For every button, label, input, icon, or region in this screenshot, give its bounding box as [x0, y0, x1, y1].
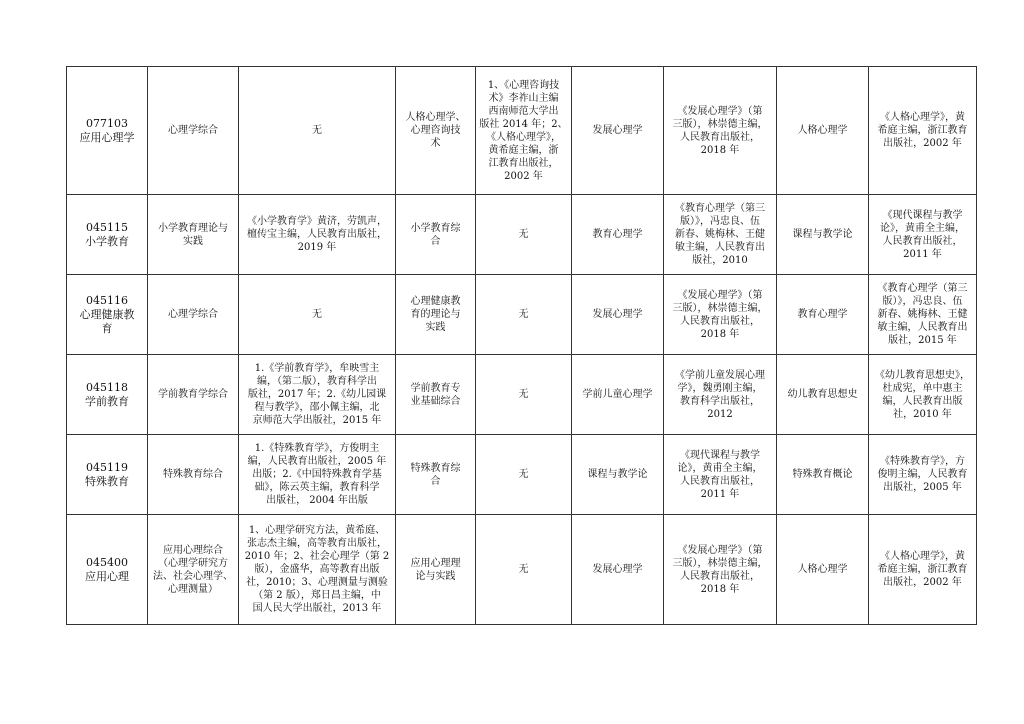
table-row	[67, 355, 977, 435]
reference-book-cell: 《学前儿童发展心理 学》，魏勇刚主编， 教育科学出版社， 2012	[664, 355, 777, 435]
reference-book-cell: 无	[239, 67, 396, 195]
reference-book-cell: 《小学教育学》黄济，劳凯声， 檀传宝主编，人民教育出版社， 2019 年	[239, 195, 396, 275]
exam-subject-cell: 课程与教学论	[572, 435, 664, 515]
reference-book-cell: 《教育心理学（第三 版）》，冯忠良、伍 新春、姚梅林、王健 敏主编，人民教育出 版社，2010	[664, 195, 777, 275]
exam-subject-cell: 教育心理学	[572, 195, 664, 275]
table-row	[67, 67, 977, 195]
table-row	[67, 515, 977, 625]
reference-book-cell: 无	[476, 355, 572, 435]
major-code-cell: 045115 小学教育	[67, 195, 148, 275]
major-code-cell: 077103 应用心理学	[67, 67, 148, 195]
reference-book-cell: 1、《心理咨询技 术》李祚山主编 西南师范大学出 版社 2014 年；2、 《人格心理学》， 黄希庭主编，浙 江教育出版社， 2002 年	[476, 67, 572, 195]
exam-subject-cell: 特殊教育概论	[777, 435, 869, 515]
reference-book-cell: 《教育心理学（第三 版）》，冯忠良、伍 新春、姚梅林、王健 敏主编，人民教育出 版社，2015 年	[869, 275, 977, 355]
exam-subject-cell: 心理学综合	[148, 67, 239, 195]
reference-book-cell: 《特殊教育学》，方 俊明主编，人民教育 出版社，2005 年	[869, 435, 977, 515]
exam-subject-cell: 人格心理学	[777, 67, 869, 195]
reference-book-cell: 无	[476, 195, 572, 275]
exam-subject-cell: 应用心理综合 （心理学研究方 法、社会心理学、 心理测量）	[148, 515, 239, 625]
exam-subject-cell: 学前教育专 业基础综合	[396, 355, 476, 435]
exam-subject-cell: 心理健康教 育的理论与 实践	[396, 275, 476, 355]
reference-book-cell: 无	[476, 435, 572, 515]
major-code-cell: 045119 特殊教育	[67, 435, 148, 515]
major-code-cell: 045118 学前教育	[67, 355, 148, 435]
reference-book-cell: 无	[239, 275, 396, 355]
major-code-cell: 045400 应用心理	[67, 515, 148, 625]
reference-book-cell: 1.《学前教育学》，牟映雪主 编，（第二版），教育科学出 版社，2017 年；2.《幼儿园课 程与教学》，邵小佩主编，北 京师范大学出版社，2015 年	[239, 355, 396, 435]
reference-book-cell: 《发展心理学》（第 三版），林崇德主编， 人民教育出版社， 2018 年	[664, 515, 777, 625]
exam-subject-cell: 课程与教学论	[777, 195, 869, 275]
reference-book-cell: 《发展心理学》（第 三版），林崇德主编， 人民教育出版社， 2018 年	[664, 67, 777, 195]
reference-book-cell: 1.《特殊教育学》，方俊明主 编，人民教育出版社，2005 年 出版；2.《中国特殊教育学基 础》，陈云英主编，教育科学 出版社， 2004 年出版	[239, 435, 396, 515]
exam-subject-cell: 小学教育综 合	[396, 195, 476, 275]
exam-subject-cell: 学前儿童心理学	[572, 355, 664, 435]
reference-book-cell: 无	[476, 275, 572, 355]
reference-book-cell: 《发展心理学》（第 三版），林崇德主编， 人民教育出版社， 2018 年	[664, 275, 777, 355]
exam-subject-cell: 应用心理理 论与实践	[396, 515, 476, 625]
reference-book-cell: 《人格心理学》，黄 希庭主编，浙江教育 出版社，2002 年	[869, 515, 977, 625]
exam-subject-cell: 人格心理学、 心理咨询技 术	[396, 67, 476, 195]
reference-book-cell: 1、心理学研究方法，黄希庭、 张志杰主编，高等教育出版社， 2010 年；2、社会心理学（第 2 版），金盛华，高等教育出版 社，2010；3、心理测量与测验 （第 2 版），郑日昌主编，中 国人民大学出版社，2013 年	[239, 515, 396, 625]
exam-subject-cell: 发展心理学	[572, 515, 664, 625]
exam-subject-cell: 幼儿教育思想史	[777, 355, 869, 435]
major-code-cell: 045116 心理健康教 育	[67, 275, 148, 355]
exam-subject-cell: 心理学综合	[148, 275, 239, 355]
exam-subject-cell: 特殊教育综 合	[396, 435, 476, 515]
reference-book-cell: 《幼儿教育思想史》， 杜成宪，单中惠主 编，人民教育出版 社，2010 年	[869, 355, 977, 435]
exam-subject-cell: 发展心理学	[572, 275, 664, 355]
exam-subject-cell: 教育心理学	[777, 275, 869, 355]
exam-subject-cell: 人格心理学	[777, 515, 869, 625]
table-row	[67, 195, 977, 275]
exam-subject-cell: 小学教育理论与 实践	[148, 195, 239, 275]
table-row	[67, 435, 977, 515]
table-row	[67, 275, 977, 355]
exam-subject-cell: 学前教育学综合	[148, 355, 239, 435]
reference-book-cell: 《人格心理学》，黄 希庭主编，浙江教育 出版社，2002 年	[869, 67, 977, 195]
exam-subject-cell: 发展心理学	[572, 67, 664, 195]
reference-book-cell: 无	[476, 515, 572, 625]
reference-book-cell: 《现代课程与教学 论》，黄甫全主编， 人民教育出版社， 2011 年	[664, 435, 777, 515]
reference-book-cell: 《现代课程与教学 论》，黄甫全主编， 人民教育出版社， 2011 年	[869, 195, 977, 275]
reference-book-table	[66, 66, 977, 625]
exam-subject-cell: 特殊教育综合	[148, 435, 239, 515]
